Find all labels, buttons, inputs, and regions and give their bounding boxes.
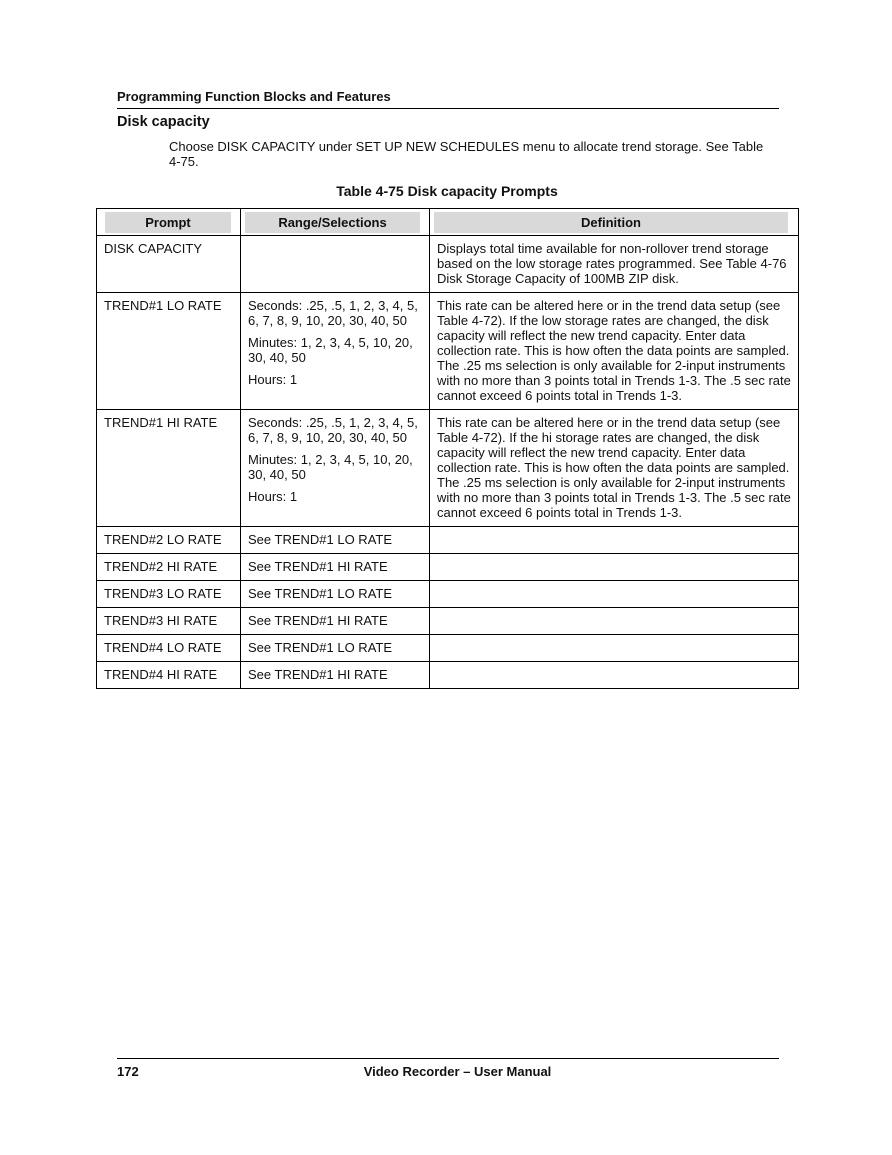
range-seconds: Seconds: .25, .5, 1, 2, 3, 4, 5, 6, 7, 8, 9, 10, 20, 30, 40, 50 (248, 298, 418, 328)
range-cell: See TREND#1 LO RATE (241, 581, 430, 608)
table-row (97, 554, 799, 581)
range-cell: See TREND#1 LO RATE (241, 527, 430, 554)
page-number: 172 (117, 1064, 139, 1079)
column-header-label: Range/Selections (245, 212, 425, 233)
range-cell (241, 410, 430, 527)
table-caption: Table 4-75 Disk capacity Prompts (336, 183, 558, 199)
range-minutes: Minutes: 1, 2, 3, 4, 5, 10, 20, 30, 40, 50 (248, 452, 413, 482)
prompt-cell: TREND#1 HI RATE (97, 410, 241, 527)
definition-cell (430, 662, 799, 689)
definition-cell (430, 608, 799, 635)
intro-paragraph: Choose DISK CAPACITY under SET UP NEW SCHEDULES menu to allocate trend storage. See Table 4-75. (169, 139, 764, 169)
range-cell: See TREND#1 LO RATE (241, 635, 430, 662)
range-cell (241, 236, 430, 293)
range-hours: Hours: 1 (248, 489, 298, 504)
prompt-cell: TREND#1 LO RATE (97, 293, 241, 410)
column-header-definition (430, 209, 799, 236)
definition-cell (430, 527, 799, 554)
definition-cell: This rate can be altered here or in the trend data setup (see Table 4-72). If the hi storage rates are changed, the disk capacity will reflect the new trend capacity. Enter data collection rate. This is how often the data points are sampled. The .25 ms selection is only available for 2-input instruments with no more than 3 points total in Trends 1-3. The .5 sec rate cannot exceed 6 points total in Trends 1-3. (430, 410, 799, 527)
prompt-cell: TREND#4 HI RATE (97, 662, 241, 689)
definition-cell (430, 635, 799, 662)
range-cell: See TREND#1 HI RATE (241, 554, 430, 581)
table-row (97, 662, 799, 689)
prompt-cell: TREND#3 LO RATE (97, 581, 241, 608)
definition-cell (430, 554, 799, 581)
definition-cell: This rate can be altered here or in the trend data setup (see Table 4-72). If the low storage rates are changed, the disk capacity will reflect the new trend capacity. Enter data collection rate. This is how often the data points are sampled. The .25 ms selection is only available for 2-input instruments with no more than 3 points total in Trends 1-3. The .5 sec rate cannot exceed 6 points total in Trends 1-3. (430, 293, 799, 410)
table-row (97, 410, 799, 527)
table-row (97, 581, 799, 608)
prompt-cell: TREND#2 HI RATE (97, 554, 241, 581)
range-hours: Hours: 1 (248, 372, 298, 387)
prompt-cell: TREND#2 LO RATE (97, 527, 241, 554)
table-row (97, 293, 799, 410)
column-header-range (241, 209, 430, 236)
table-row (97, 635, 799, 662)
table-header-row (97, 209, 799, 236)
prompt-cell: TREND#4 LO RATE (97, 635, 241, 662)
column-header-label: Definition (434, 212, 794, 233)
prompt-cell: TREND#3 HI RATE (97, 608, 241, 635)
definition-cell (430, 581, 799, 608)
footer-title: Video Recorder – User Manual (363, 1064, 552, 1079)
range-cell: See TREND#1 HI RATE (241, 662, 430, 689)
definition-cell: Displays total time available for non-rollover trend storage based on the low storage rates programmed. See Table 4-76 Disk Storage Capacity of 100MB ZIP disk. (430, 236, 799, 293)
running-header: Programming Function Blocks and Features (117, 89, 779, 109)
column-header-label: Prompt (105, 212, 236, 233)
table-row (97, 236, 799, 293)
range-cell (241, 293, 430, 410)
range-minutes: Minutes: 1, 2, 3, 4, 5, 10, 20, 30, 40, 50 (248, 335, 413, 365)
range-cell: See TREND#1 HI RATE (241, 608, 430, 635)
table-row (97, 608, 799, 635)
range-seconds: Seconds: .25, .5, 1, 2, 3, 4, 5, 6, 7, 8, 9, 10, 20, 30, 40, 50 (248, 415, 418, 445)
section-heading: Disk capacity (117, 114, 210, 130)
footer-divider (117, 1058, 779, 1059)
column-header-prompt (97, 209, 241, 236)
table-row (97, 527, 799, 554)
prompt-cell: DISK CAPACITY (97, 236, 241, 293)
disk-capacity-prompts-table (96, 208, 799, 689)
